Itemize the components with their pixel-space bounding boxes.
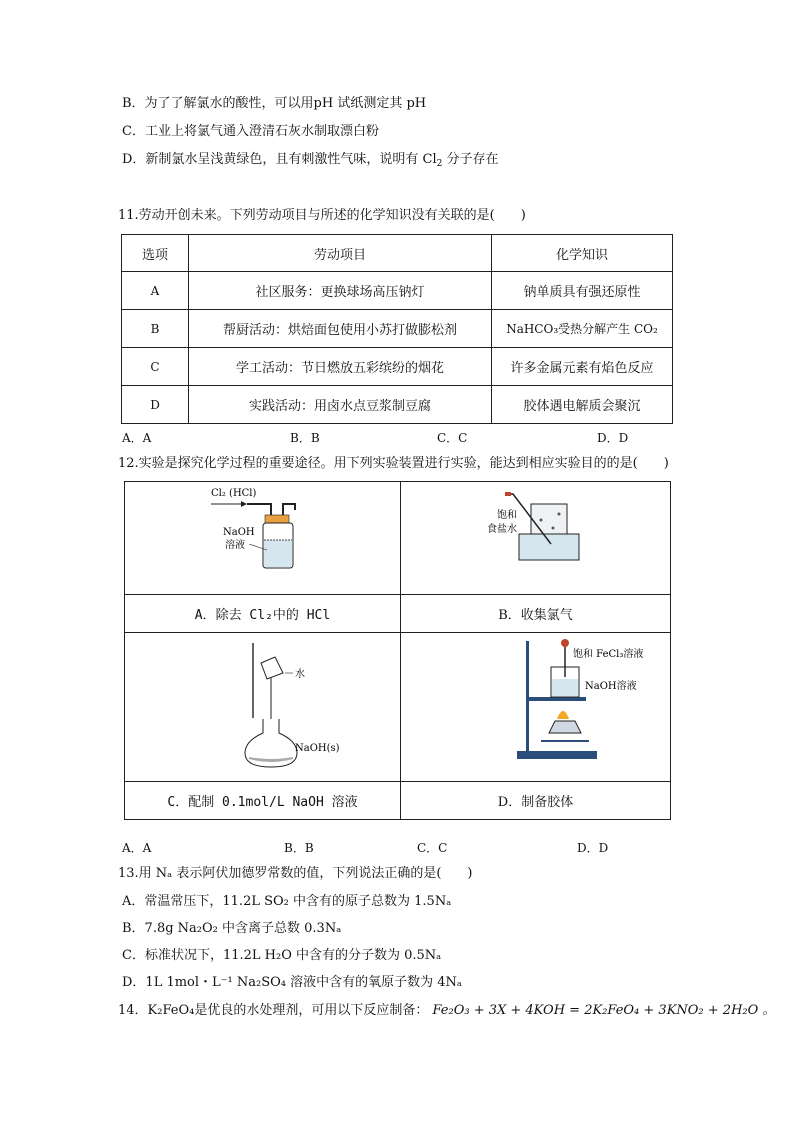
q10-option-d-text: D．新制氯水呈浅黄绿色，且有刺激性气味，说明有 Cl (122, 152, 437, 167)
q12-stem: 12.实验是探究化学过程的重要途径。用下列实验装置进行实验，能达到相应实验目的的是( ) (118, 456, 669, 471)
q13-option-d: D．1L 1mol・L⁻¹ Na₂SO₄ 溶液中含有的氧原子数为 4Nₐ (122, 975, 462, 990)
q10-option-c: C．工业上将氯气通入澄清石灰水制取漂白粉 (122, 124, 379, 139)
table-cell: A (122, 272, 189, 310)
label-saturated: 饱和 (497, 510, 517, 521)
q12-apparatus-grid (124, 481, 671, 820)
caption-b: B．收集氯气 (401, 595, 671, 633)
q14-equation: Fe₂O₃ + 3X + 4KOH = 2K₂FeO₄ + 3KNO₂ + 2H₂O 。 (432, 1003, 776, 1018)
caption-c: C．配制 0.1mol/L NaOH 溶液 (125, 782, 401, 820)
q11-answer-d: D．D (597, 431, 629, 445)
q12-answer-a: A．A (122, 841, 152, 855)
table-header-cell: 劳动项目 (189, 235, 492, 272)
table-header-cell: 化学知识 (492, 235, 673, 272)
table-row (122, 348, 673, 386)
q11-answer-a: A．A (122, 431, 152, 445)
table-cell: B (122, 310, 189, 348)
label-naoh-solution: NaOH溶液 (585, 681, 637, 692)
label-naoh-solid: NaOH(s) (295, 743, 340, 754)
table-cell: 钠单质具有强还原性 (492, 272, 673, 310)
q13-stem: 13.用 Nₐ 表示阿伏加德罗常数的值，下列说法正确的是( ) (118, 866, 473, 881)
q12-answer-d: D．D (577, 841, 609, 855)
q11-answer-b: B．B (290, 431, 320, 445)
volumetric-flask-diagram (125, 633, 400, 777)
colloid-heating-diagram (401, 633, 670, 777)
table-header-cell: 选项 (122, 235, 189, 272)
q10-option-d-post: 分子存在 (442, 152, 499, 167)
apparatus-d-cell (401, 633, 671, 782)
q13-option-c: C．标准状况下，11.2L H₂O 中含有的分子数为 0.5Nₐ (122, 948, 442, 963)
apparatus-a-cell (125, 482, 401, 595)
q11-answer-c: C．C (437, 431, 468, 445)
q13-option-a: A．常温常压下，11.2L SO₂ 中含有的原子总数为 1.5Nₐ (122, 894, 452, 909)
label-gas: Cl₂ (HCl) (211, 488, 257, 499)
q13-option-b: B．7.8g Na₂O₂ 中含离子总数 0.3Nₐ (122, 921, 342, 936)
q10-option-b: B．为了了解氯水的酸性，可以用pH 试纸测定其 pH (122, 96, 427, 111)
q14-stem-text: 14．K₂FeO₄是优良的水处理剂，可用以下反应制备： (118, 1003, 429, 1018)
q10-option-d-sub: 2 (436, 159, 443, 169)
q12-answer-c: C．C (417, 841, 448, 855)
q14-stem (118, 1002, 775, 1020)
label-water: 水 (295, 669, 305, 680)
table-row (122, 310, 673, 348)
label-fecl3: 饱和 FeCl₃溶液 (573, 649, 644, 660)
q11-table (121, 234, 673, 424)
caption-a: A．除去 Cl₂中的 HCl (125, 595, 401, 633)
caption-d: D．制备胶体 (401, 782, 671, 820)
label-solution: 溶液 (225, 540, 245, 551)
label-brine: 食盐水 (487, 524, 517, 535)
table-row (122, 272, 673, 310)
table-cell: 学工活动：节日燃放五彩缤纷的烟花 (189, 348, 492, 386)
table-header-row (122, 235, 673, 272)
table-cell: 胶体遇电解质会聚沉 (492, 386, 673, 424)
q10-option-d (122, 151, 499, 169)
table-cell: 许多金属元素有焰色反应 (492, 348, 673, 386)
table-cell: 帮厨活动：烘焙面包使用小苏打做膨松剂 (189, 310, 492, 348)
table-row (122, 386, 673, 424)
table-cell: NaHCO₃受热分解产生 CO₂ (492, 310, 673, 348)
table-cell: C (122, 348, 189, 386)
q12-answer-b: B．B (284, 841, 314, 855)
table-cell: D (122, 386, 189, 424)
table-cell: 社区服务：更换球场高压钠灯 (189, 272, 492, 310)
label-naoh: NaOH (223, 527, 255, 538)
water-trough-collection-diagram (401, 482, 670, 590)
q11-stem: 11.劳动开创未来。下列劳动项目与所述的化学知识没有关联的是( ) (118, 208, 526, 223)
gas-washing-bottle-diagram (125, 482, 400, 590)
apparatus-b-cell (401, 482, 671, 595)
apparatus-c-cell (125, 633, 401, 782)
table-cell: 实践活动：用卤水点豆浆制豆腐 (189, 386, 492, 424)
